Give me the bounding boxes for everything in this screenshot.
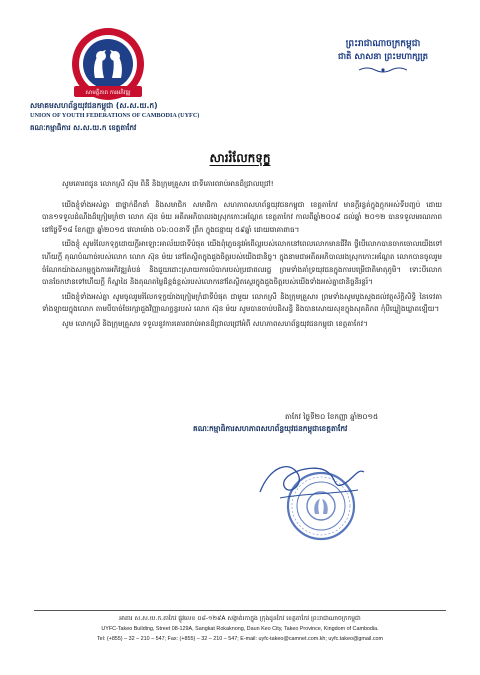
handwritten-signature [240, 446, 380, 512]
paragraph-condolence: យើងខ្ញុំទាំងអស់គ្នា សូមចូលរួមរំលែកទុក្ខយ៉ាងក្រៀមក្រំជាទីបំផុត ជាមួយ លោកស្រី និងក្រុមគ្រួសារ ព្រមទាំងសូមបួងសួងដល់វត្ថុស័ក្តិសិទ្ធិ នៃទេវតាទាំងឡាយក្នុងលោក តាមបីបាច់ថែរក្សាដួងវិញ្ញាណក្ខន្ធរបស់ លោក ស៊ុន ម៉យ សូមបានចាប់បដិសន្ធិ និងបានសោយសុខក្នុងសុគតិភព កុំបីឃ្លៀងឃ្លាតឡើយ។ [42, 291, 442, 314]
footer-address-khmer: អាគារ ស.ស.យ.ក.តាកែវ ផ្លូវលេខ ០៨-១២៩A សង្កាត់រកាក្នុង ក្រុងដូនកែវ ខេត្តតាកែវ ព្រះរាជាណាចក្រកម្ពុជា [119, 615, 361, 622]
letter-title: សាររំលែកទុក្ខ [209, 151, 271, 165]
logo-banner-text: សាមគ្គីភាព ការអភិវឌ្ឍ [85, 90, 131, 96]
paragraph-announcement: យើងខ្ញុំទាំងអស់គ្នា ជាថ្នាក់ដឹកនាំ និងសមាជិក សមាជិកា សហភាពសហព័ន្ធយុវជនកម្ពុជា ខេត្តតាកែវ មានក្តីរន្ធត់ក្នុងក្តុកអស់ទីបញ្ចប់ ដោយបាន១ទទួលដំណឹងដ៏ក្រៀមក្រំថា លោក ស៊ុន ម៉យ អតីតអភិបាលរងស្រុកកោះអណ្តែត ខេត្តតាកែវ កាលពីឆ្នាំ២០០៩ ដល់ឆ្នាំ ២០១២ បានទទួលមរណភាពនៅថ្ងៃទី១៨ ខែកញ្ញា ឆ្នាំ២០១៥ វេលាម៉ោង ០៦:០០នាទី ព្រឹក ក្នុងជន្មាយុ ៥៩ឆ្នាំ ដោយរោគាពាធ។ [42, 199, 442, 234]
signing-committee: គណៈកម្មាធិការសហភាពសហព័ន្ធយុវជនកម្ពុជាខេត្តតាកែវ [193, 424, 348, 433]
paragraph-tribute: យើងខ្ញុំ សូមរំលែកទុក្ខដោយក្តីអាឡោះអាល័យជាទីបំផុត យើងពុំភ្លេចនូវអំពើល្អរបស់លោកនៅពេលលោកមានជីវិត ថ្វីបើលោកបានចាកចោលយើងទៅហើយក្តី គុណបំណាច់របស់លោក លោក ស៊ុន ម៉យ នៅតែស្ថិតក្នុងដួងចិត្តរបស់យើងជានិច្ច។ ក្នុងនាមជាអតីតអភិបាលរងស្រុកកោះអណ្តែត លោកបានចូលរួមចំណែកយ៉ាងសកម្មក្នុងការអភិវឌ្ឍតំបន់ និងជួយដោះស្រាយការលំបាករបស់ប្រជាពលរដ្ឋ ព្រមទាំងគាំទ្រយុវជនក្នុងការបម្រើជាតិមាតុភូមិ។ ទោះបីលោកបានចែកឋានទៅហើយក្តី ក៏ស្នាដៃ និងគុណតម្លៃដ៏ខ្ពង់ខ្ពស់របស់លោកនៅតែស្ថិតស្ថេរក្នុងដួងចិត្តរបស់យើងទាំងអស់គ្នាជានិច្ចនិរន្តរ៍។ [42, 239, 442, 287]
org-name-khmer: សមាគមសហព័ន្ធយុវជនកម្ពុជា (ស.ស.យ.ក) [30, 101, 158, 110]
issuing-committee: គណៈកម្មាធិការ ស.ស.យ.ក ខេត្តតាកែវ [30, 123, 137, 132]
kingdom-heading: ព្រះរាជាណាចក្រកម្ពុជា [345, 39, 421, 49]
letter-date: តាកែវ ថ្ងៃទី២០ ខែកញ្ញា ឆ្នាំ២០១៥ [285, 412, 379, 421]
footer-address-english: UYFC-Takeo Building, Street 08-129A, Sangkat Rokaknong, Daun Keo City, Takeo Province, Kingdom of Cambodia. [101, 626, 379, 632]
letter-body [42, 178, 442, 333]
national-motto: ជាតិ សាសនា ព្រះមហាក្សត្រ [337, 52, 429, 62]
footer-divider [34, 610, 446, 611]
paragraph-closing: សូម លោកស្រី និងក្រុមគ្រួសារ ទទួលនូវការគោរពរាប់អានដ៏ជ្រាលជ្រៅអំពី សហភាពសហព័ន្ធយុវជនកម្ពុជា ខេត្តតាកែវ។ [62, 318, 368, 328]
uyfc-logo-icon [68, 26, 148, 106]
org-name-english: UNION OF YOUTH FEDERATIONS OF CAMBODIA (UYFC) [30, 112, 200, 119]
ornament-divider-icon [359, 66, 407, 74]
salutation: សូមគោរពជូន លោកស្រី ស៊ុម ពិនី និងក្រុមគ្រួសារ ជាទីគោរពរាប់អានដ៏ជ្រាលជ្រៅ! [62, 179, 274, 188]
footer-contact-info: Tel: (+855) – 32 – 210 – 547; Fax: (+855) – 32 – 210 – 547; E-mail: uyfc-takeo@camnet.com.kh; uyfc.takeo@gmail.com [96, 636, 383, 642]
